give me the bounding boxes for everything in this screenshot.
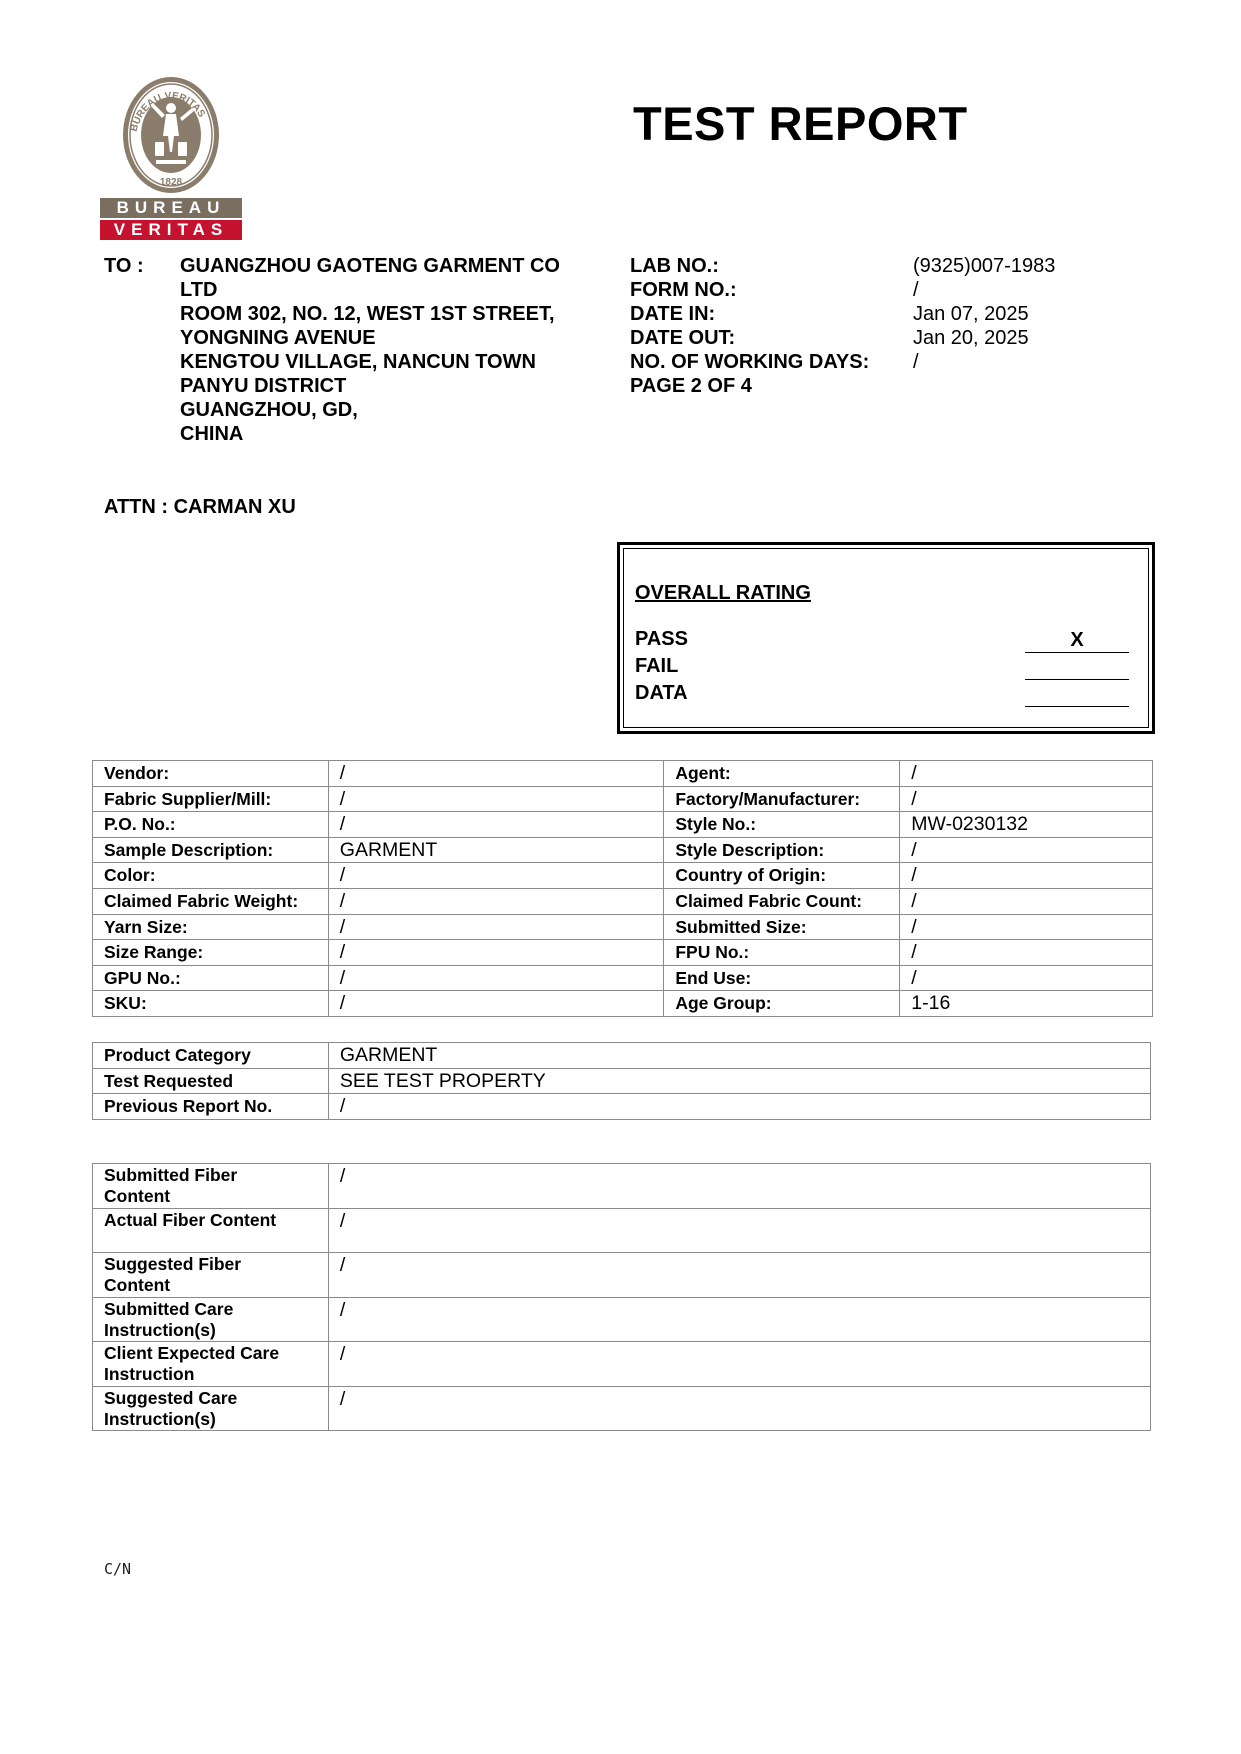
- field-label: Country of Origin:: [664, 863, 900, 889]
- seal-icon: [100, 74, 242, 196]
- field-label: Submitted Care Instruction(s): [93, 1297, 329, 1342]
- field-value: /: [900, 940, 1153, 966]
- field-value: /: [328, 888, 664, 914]
- fiber-care-table: [92, 1163, 1151, 1431]
- field-value: /: [328, 914, 664, 940]
- field-value: /: [328, 1297, 1150, 1342]
- lab-info-labels: [630, 254, 869, 398]
- logo-band-bottom: VERITAS: [100, 220, 242, 240]
- address-block: [180, 254, 600, 446]
- lab-info-values: [913, 254, 1055, 374]
- field-label: Claimed Fabric Count:: [664, 888, 900, 914]
- table-row: [93, 1068, 1151, 1094]
- field-value: GARMENT: [328, 837, 664, 863]
- address-line: ROOM 302, NO. 12, WEST 1ST STREET,: [180, 303, 555, 325]
- field-value: /: [328, 812, 664, 838]
- rating-row-fail: [635, 655, 1135, 678]
- field-value: 1-16: [900, 991, 1153, 1017]
- rating-mark: X: [1025, 630, 1129, 653]
- field-value: /: [900, 965, 1153, 991]
- field-value: /: [900, 914, 1153, 940]
- table-row: [93, 1297, 1151, 1342]
- field-label: Factory/Manufacturer:: [664, 786, 900, 812]
- table-row: [93, 914, 1153, 940]
- to-label: TO :: [104, 255, 144, 277]
- field-label: Style Description:: [664, 837, 900, 863]
- rating-row-data: [635, 682, 1135, 705]
- rating-label: FAIL: [635, 655, 679, 677]
- field-label: Previous Report No.: [93, 1094, 329, 1120]
- field-value: /: [328, 965, 664, 991]
- lab-info-label: LAB NO.:: [630, 255, 719, 277]
- field-label: FPU No.:: [664, 940, 900, 966]
- bureau-veritas-logo: [100, 74, 242, 244]
- lab-info-value: /: [913, 351, 919, 373]
- field-label: Client Expected Care Instruction: [93, 1342, 329, 1387]
- table-row: [93, 1208, 1151, 1253]
- field-label: Fabric Supplier/Mill:: [93, 786, 329, 812]
- field-value: /: [900, 837, 1153, 863]
- table-row: [93, 761, 1153, 787]
- page-title: TEST REPORT: [633, 97, 968, 150]
- address-line: GUANGZHOU GAOTENG GARMENT CO: [180, 255, 560, 277]
- table-row: [93, 1164, 1151, 1209]
- field-value: /: [328, 1386, 1150, 1431]
- lab-info-value: Jan 20, 2025: [913, 327, 1029, 349]
- table-row: [93, 863, 1153, 889]
- field-value: MW-0230132: [900, 812, 1153, 838]
- table-row: [93, 888, 1153, 914]
- field-value: /: [328, 1094, 1150, 1120]
- product-table: [92, 1042, 1151, 1120]
- overall-rating-box: [617, 542, 1155, 734]
- table-row: [93, 812, 1153, 838]
- field-value: /: [328, 1342, 1150, 1387]
- field-value: /: [328, 991, 664, 1017]
- seal-year: 1828: [159, 177, 183, 188]
- field-label: Suggested Care Instruction(s): [93, 1386, 329, 1431]
- lab-info-label: DATE IN:: [630, 303, 716, 325]
- field-label: Claimed Fabric Weight:: [93, 888, 329, 914]
- logo-band-top: BUREAU: [100, 198, 242, 218]
- field-label: P.O. No.:: [93, 812, 329, 838]
- field-value: /: [328, 761, 664, 787]
- field-value: /: [328, 863, 664, 889]
- field-label: End Use:: [664, 965, 900, 991]
- address-line: CHINA: [180, 423, 244, 445]
- field-value: /: [328, 1208, 1150, 1253]
- table-row: [93, 1043, 1151, 1069]
- field-value: /: [900, 863, 1153, 889]
- table-row: [93, 1094, 1151, 1120]
- rating-mark: [1025, 657, 1129, 680]
- field-label: Submitted Size:: [664, 914, 900, 940]
- field-value: /: [328, 940, 664, 966]
- field-value: GARMENT: [328, 1043, 1150, 1069]
- field-label: Suggested Fiber Content: [93, 1253, 329, 1298]
- field-value: /: [328, 1164, 1150, 1209]
- field-label: Color:: [93, 863, 329, 889]
- field-label: Vendor:: [93, 761, 329, 787]
- table-row: [93, 837, 1153, 863]
- table-row: [93, 786, 1153, 812]
- field-label: Agent:: [664, 761, 900, 787]
- field-value: SEE TEST PROPERTY: [328, 1068, 1150, 1094]
- table-row: [93, 1386, 1151, 1431]
- rating-label: PASS: [635, 628, 688, 650]
- address-line: KENGTOU VILLAGE, NANCUN TOWN: [180, 351, 536, 373]
- table-row: [93, 1342, 1151, 1387]
- lab-info-value: /: [913, 279, 919, 301]
- field-value: /: [900, 761, 1153, 787]
- field-label: Test Requested: [93, 1068, 329, 1094]
- sample-info-table: [92, 760, 1153, 1017]
- field-label: Style No.:: [664, 812, 900, 838]
- field-label: Sample Description:: [93, 837, 329, 863]
- field-label: Product Category: [93, 1043, 329, 1069]
- field-value: /: [328, 786, 664, 812]
- field-label: Actual Fiber Content: [93, 1208, 329, 1253]
- field-value: /: [328, 1253, 1150, 1298]
- lab-info-label: FORM NO.:: [630, 279, 737, 301]
- lab-info-label: NO. OF WORKING DAYS:: [630, 351, 870, 373]
- lab-info-label: DATE OUT:: [630, 327, 736, 349]
- lab-info-label: PAGE 2 OF 4: [630, 375, 752, 397]
- field-value: /: [900, 888, 1153, 914]
- table-row: [93, 940, 1153, 966]
- table-row: [93, 965, 1153, 991]
- address-line: PANYU DISTRICT: [180, 375, 347, 397]
- footer-code: C/N: [104, 1560, 132, 1578]
- lab-info-value: Jan 07, 2025: [913, 303, 1029, 325]
- table-row: [93, 991, 1153, 1017]
- rating-title: OVERALL RATING: [635, 582, 811, 604]
- svg-text:BUREAU VERITAS: BUREAU VERITAS: [128, 90, 207, 133]
- attn-line: ATTN : CARMAN XU: [104, 496, 296, 518]
- address-line: LTD: [180, 279, 218, 301]
- field-label: Size Range:: [93, 940, 329, 966]
- rating-row-pass: [635, 628, 1135, 651]
- address-line: YONGNING AVENUE: [180, 327, 376, 349]
- field-label: Age Group:: [664, 991, 900, 1017]
- rating-mark: [1025, 684, 1129, 707]
- field-label: SKU:: [93, 991, 329, 1017]
- field-label: GPU No.:: [93, 965, 329, 991]
- field-value: /: [900, 786, 1153, 812]
- address-line: GUANGZHOU, GD,: [180, 399, 358, 421]
- field-label: Yarn Size:: [93, 914, 329, 940]
- lab-info-value: (9325)007-1983: [913, 255, 1056, 277]
- field-label: Submitted Fiber Content: [93, 1164, 329, 1209]
- table-row: [93, 1253, 1151, 1298]
- rating-label: DATA: [635, 682, 688, 704]
